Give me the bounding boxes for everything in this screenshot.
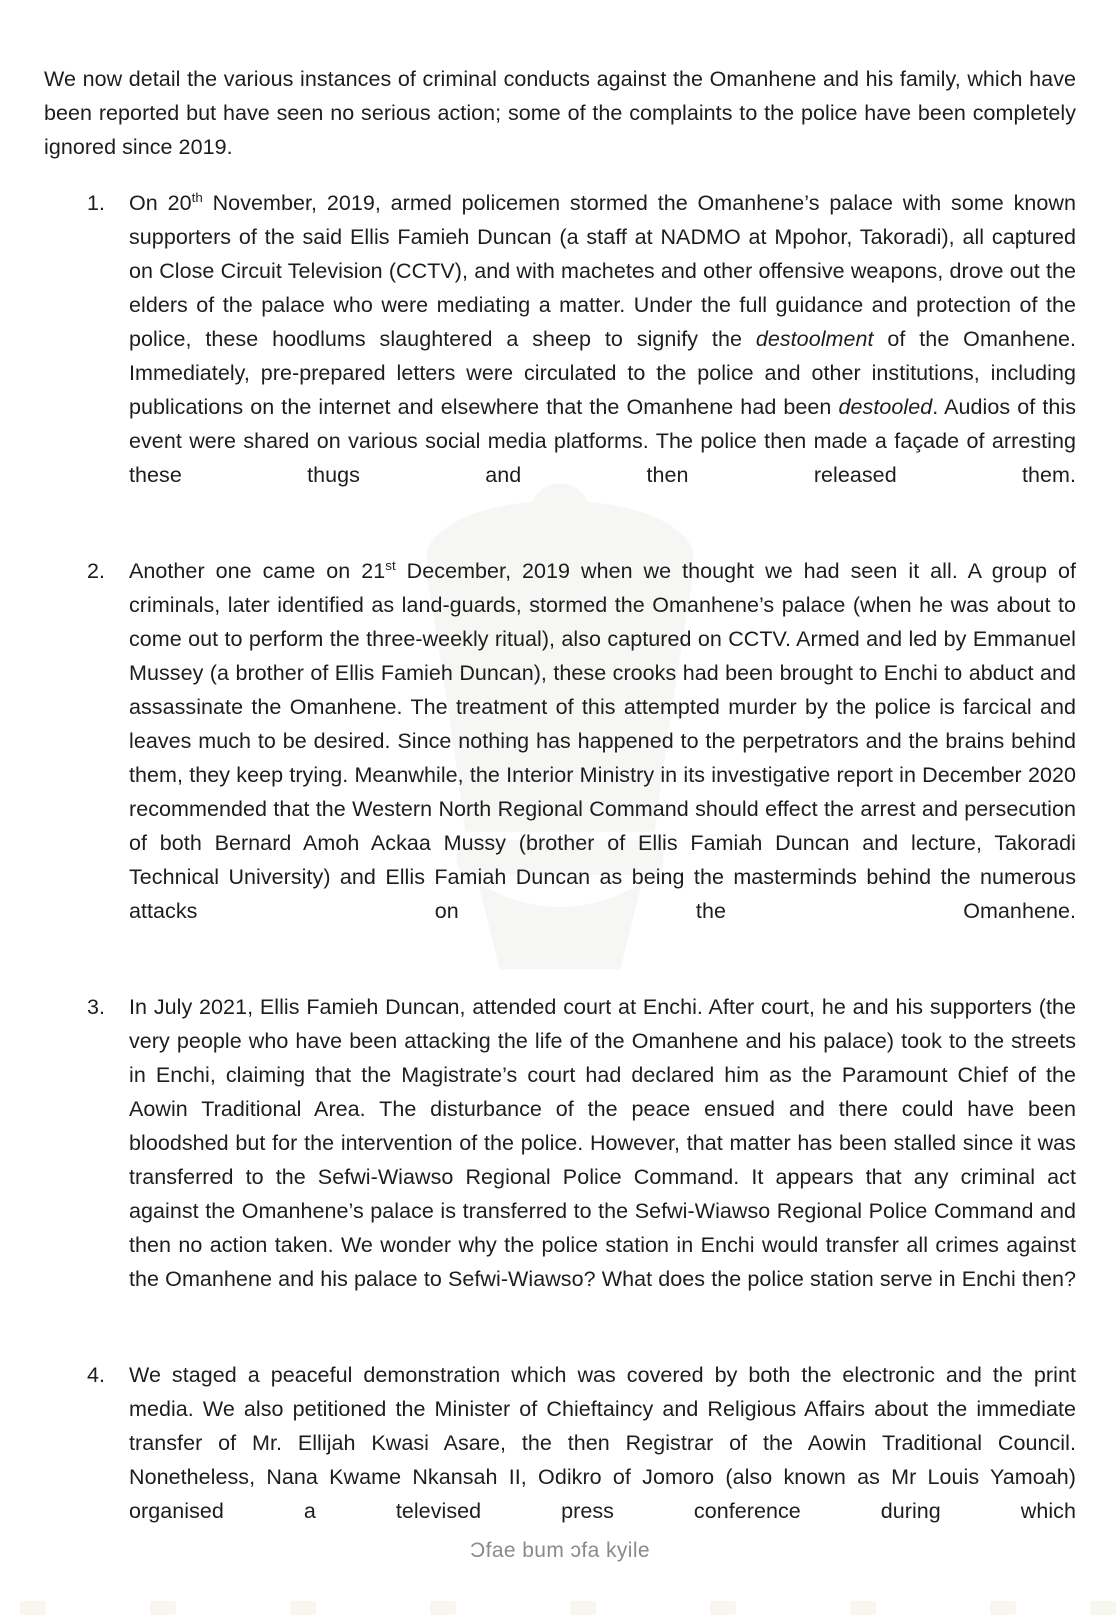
text-run: In July 2021, Ellis Famieh Duncan, attended court at Enchi. After court, he and his supporters (the very people who have been attacking the life of the Omanhene and his palace) took to the streets in Enchi, claiming that the Magistrate’s court had declared him as the Paramount Chief of the Aowin Traditional Area. The disturbance of the peace ensued and there could have been bloodshed but for the intervention of the police. However, that matter has been stalled since it was transferred to the Sefwi-Wiawso Regional Police Command. It appears that any criminal act against the Omanhene’s palace is transferred to the Sefwi-Wiawso Regional Police Command and then no action taken. We wonder why the police station in Enchi would transfer all crimes against the Omanhene and his palace to Sefwi-Wiawso? What does the police station serve in Enchi then?: [129, 995, 1076, 1291]
list-item-text: [129, 186, 1076, 526]
text-run: On 20: [129, 191, 192, 215]
emphasised-term: destoolment: [755, 327, 874, 351]
emphasised-term: destooled: [838, 395, 933, 419]
text-run: December, 2019 when we thought we had seen it all. A group of criminals, later identified as land-guards, stormed the Omanhene’s palace (when he was about to come out to perform the three-weekly ritual), also captured on CCTV. Armed and led by Emmanuel Mussey (a brother of Ellis Famieh Duncan), these crooks had been brought to Enchi to abduct and assassinate the Omanhene. The treatment of this attempted murder by the police is farcical and leaves much to be desired. Since nothing has happened to the perpetrators and the brains behind them, they keep trying. Meanwhile, the Interior Ministry in its investigative report in December 2020 recommended that the Western North Regional Command should effect the arrest and persecution of both Bernard Amoh Ackaa Mussy (brother of Ellis Famiah Duncan and lecture, Takoradi Technical University) and Ellis Famiah Duncan as being the masterminds behind the numerous attacks on the Omanhene.: [129, 559, 1076, 923]
numbered-list: [44, 186, 1076, 1562]
ordinal-suffix: st: [385, 557, 396, 573]
list-item: [44, 1358, 1076, 1562]
list-item-text: [129, 1358, 1076, 1562]
intro-paragraph: We now detail the various instances of criminal conducts against the Omanhene and his family, which have been reported but have seen no serious action; some of the complaints to the police have been completely ignored since 2019.: [44, 67, 1076, 159]
text-run: Another one came on 21: [129, 559, 386, 583]
text-run: of the Omanhene. Immediately, pre-prepared letters were circulated to the police and other institutions, including publications on the internet and elsewhere that the Omanhene had been: [129, 327, 1076, 419]
list-item-text: [129, 990, 1076, 1330]
page-footer: Ɔfae bum ɔfa kyile: [470, 1539, 650, 1562]
list-item: [44, 554, 1076, 962]
list-item-marker: 3.: [87, 995, 106, 1019]
list-item-text: [129, 554, 1076, 962]
list-item-marker: 4.: [87, 1363, 106, 1387]
list-item-marker: 2.: [87, 559, 106, 583]
list-item: [44, 990, 1076, 1330]
text-run: We staged a peaceful demonstration which was covered by both the electronic and the print media. We also petitioned the Minister of Chieftaincy and Religious Affairs about the immediate transfer of Mr. Ellijah Kwasi Asare, the then Registrar of the Aowin Traditional Council. Nonetheless, Nana Kwame Nkansah II, Odikro of Jomoro (also known as Mr Louis Yamoah) organised a televised press conference during which: [129, 1363, 1076, 1523]
list-item-marker: 1.: [87, 191, 106, 215]
text-run: . Audios of this event were shared on various social media platforms. The police then made a façade of arresting these thugs and then released them.: [129, 395, 1076, 487]
ordinal-suffix: th: [191, 189, 203, 205]
list-item: [44, 186, 1076, 526]
text-run: November, 2019, armed policemen stormed the Omanhene’s palace with some known supporters of the said Ellis Famieh Duncan (a staff at NADMO at Mpohor, Takoradi), all captured on Close Circuit Television (CCTV), and with machetes and other offensive weapons, drove out the elders of the palace who were mediating a matter. Under the full guidance and protection of the police, these hoodlums slaughtered a sheep to signify the: [129, 191, 1076, 351]
decorative-bottom-border: [0, 1591, 1120, 1621]
